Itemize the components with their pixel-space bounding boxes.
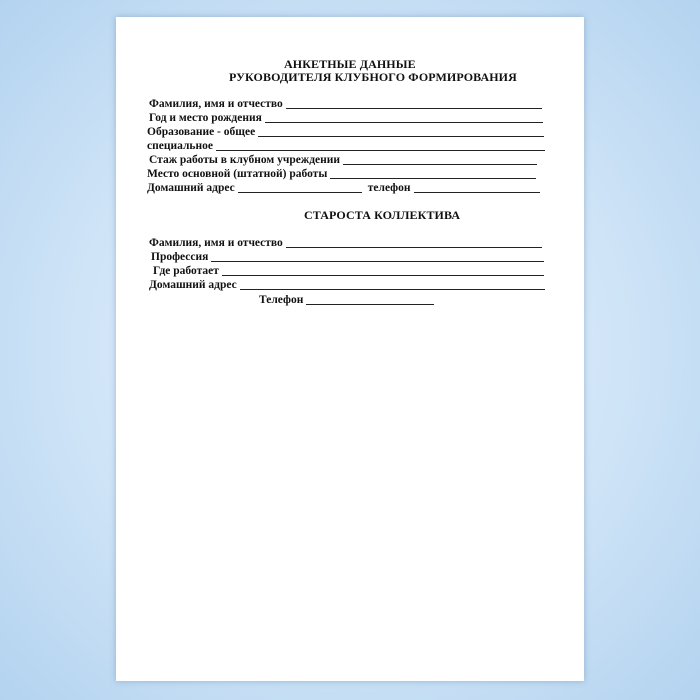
fill-line[interactable] (216, 141, 545, 151)
field-education-special (147, 138, 545, 152)
fill-line[interactable] (265, 113, 543, 123)
field-label: Домашний адрес (147, 182, 235, 194)
fill-line[interactable] (238, 183, 362, 193)
field-label: Год и место рождения (149, 112, 262, 124)
field-workplace (153, 263, 544, 277)
field-label: Телефон (259, 294, 304, 306)
field-label: Где работает (153, 265, 219, 277)
field-label: Образование - общее (147, 126, 256, 138)
field-full-name (149, 96, 542, 110)
section2-title: СТАРОСТА КОЛЛЕКТИВА (304, 208, 461, 222)
fill-line[interactable] (211, 252, 544, 262)
field-birth (149, 110, 543, 124)
field-label: Фамилия, имя и отчество (149, 98, 283, 110)
fill-line[interactable] (222, 266, 544, 276)
field-profession (151, 249, 544, 263)
form-title-line1: АНКЕТНЫЕ ДАННЫЕ (284, 57, 416, 71)
field-experience (149, 152, 537, 166)
fill-line[interactable] (306, 295, 434, 305)
field-education-general (147, 124, 544, 138)
fill-line[interactable] (286, 238, 542, 248)
document-page (116, 17, 584, 681)
field-label: Фамилия, имя и отчество (149, 237, 283, 249)
field-label: Домашний адрес (149, 279, 237, 291)
field-label: специальное (147, 140, 213, 152)
form-content (116, 17, 584, 681)
field-label: Профессия (151, 251, 209, 263)
fill-line[interactable] (258, 127, 544, 137)
fill-line-phone[interactable] (414, 183, 540, 193)
field-label-phone: телефон (367, 182, 411, 194)
field-main-job (147, 166, 536, 180)
field-label: Стаж работы в клубном учреждении (149, 154, 341, 166)
fill-line[interactable] (343, 155, 537, 165)
fill-line[interactable] (286, 99, 542, 109)
field-home-address (147, 180, 540, 194)
field-elder-phone (259, 292, 434, 306)
field-label: Место основной (штатной) работы (147, 168, 328, 180)
form-title-line2: РУКОВОДИТЕЛЯ КЛУБНОГО ФОРМИРОВАНИЯ (229, 70, 517, 84)
fill-line[interactable] (240, 280, 545, 290)
field-elder-home-address (149, 277, 545, 291)
field-elder-full-name (149, 235, 542, 249)
fill-line[interactable] (330, 169, 536, 179)
